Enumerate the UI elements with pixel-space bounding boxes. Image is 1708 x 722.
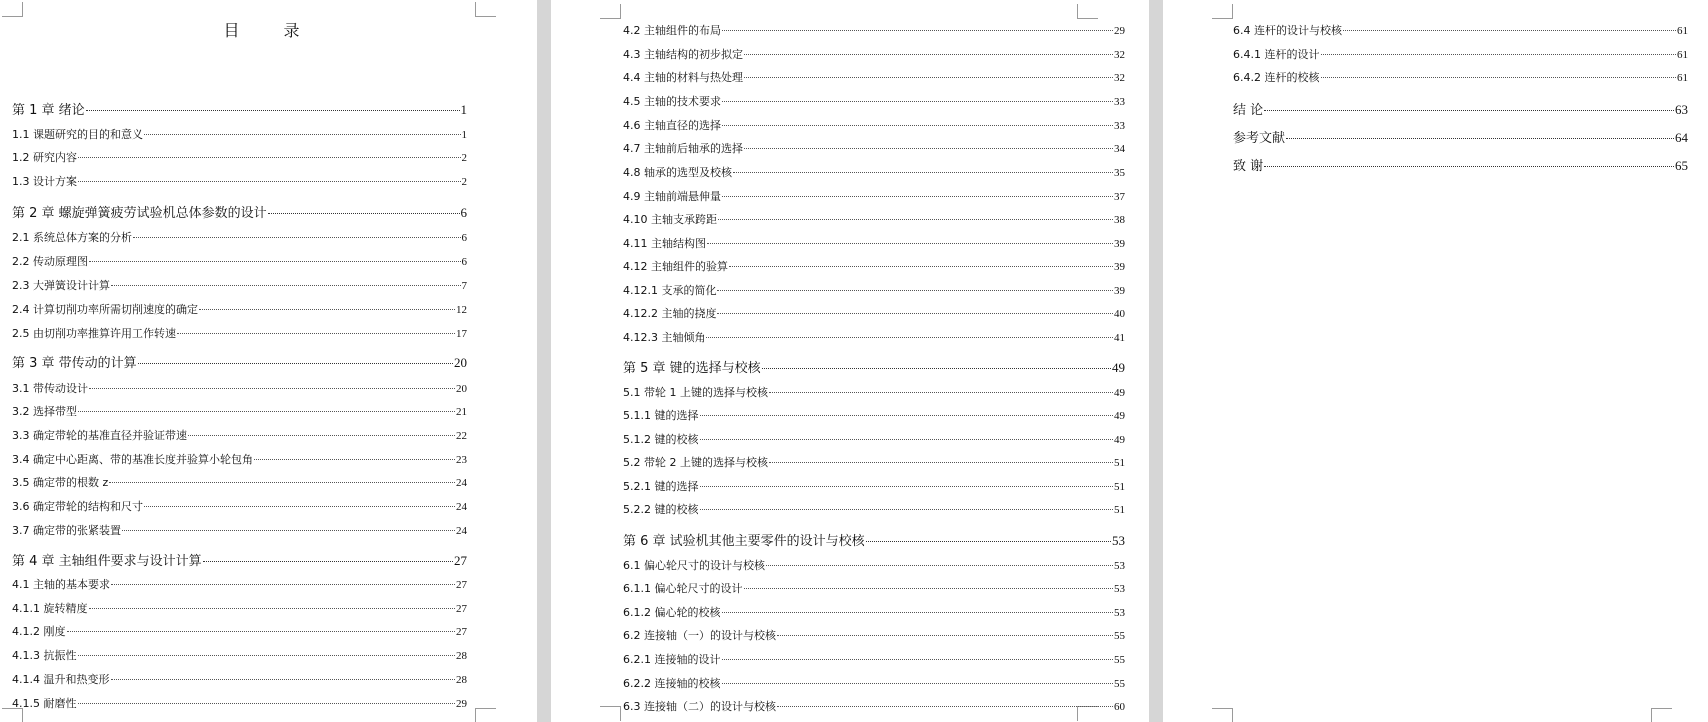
toc-entry[interactable]	[623, 653, 1125, 667]
toc-page-number: 29	[456, 698, 467, 710]
dot-leader	[78, 411, 455, 412]
toc-entry[interactable]	[623, 237, 1125, 251]
toc-entry-title: 4.12.3 主轴倾角	[623, 331, 706, 344]
toc-entry[interactable]	[1233, 48, 1688, 62]
toc-page-number: 28	[456, 650, 467, 662]
toc-page-number: 55	[1114, 678, 1125, 690]
toc-entry-title: 致 谢	[1233, 159, 1264, 174]
toc-entry-title: 1.3 设计方案	[12, 175, 77, 188]
toc-chapter-entry[interactable]	[12, 355, 467, 372]
dot-leader	[1286, 138, 1674, 139]
dot-leader	[86, 110, 460, 111]
toc-entry[interactable]	[12, 405, 467, 419]
toc-page-number: 49	[1114, 387, 1125, 399]
toc-entry-title: 4.5 主轴的技术要求	[623, 95, 721, 108]
dot-leader	[777, 635, 1113, 636]
toc-entry[interactable]	[623, 677, 1125, 691]
dot-leader	[762, 368, 1111, 369]
toc-entry-title: 3.5 确定带的根数 z	[12, 476, 109, 489]
toc-entry-title: 4.6 主轴直径的选择	[623, 119, 721, 132]
toc-entry-title: 3.1 带传动设计	[12, 382, 88, 395]
toc-page-number: 22	[456, 430, 467, 442]
toc-page-number: 6	[461, 256, 467, 268]
dot-leader	[89, 261, 461, 262]
toc-entry[interactable]	[623, 386, 1125, 400]
dot-leader	[1264, 166, 1674, 167]
dot-leader	[89, 608, 456, 609]
toc-entry[interactable]	[623, 48, 1125, 62]
toc-entry-title: 第 2 章 螺旋弹簧疲劳试验机总体参数的设计	[12, 206, 267, 221]
toc-entry-title: 6.2.1 连接轴的设计	[623, 653, 721, 666]
crop-mark	[600, 4, 621, 19]
dot-leader	[722, 683, 1114, 684]
toc-entry[interactable]	[623, 559, 1125, 573]
dot-leader	[700, 415, 1114, 416]
toc-page-number: 40	[1114, 308, 1125, 320]
toc-entry-title: 5.1.2 键的校核	[623, 433, 699, 446]
dot-leader	[1264, 110, 1674, 111]
toc-entry-title: 2.1 系统总体方案的分析	[12, 231, 132, 244]
dot-leader	[144, 506, 455, 507]
dot-leader	[700, 486, 1114, 487]
dot-leader	[254, 459, 455, 460]
dot-leader	[744, 588, 1114, 589]
toc-entry-title: 4.1.4 温升和热变形	[12, 673, 110, 686]
toc-entry[interactable]	[12, 602, 467, 616]
dot-leader	[199, 309, 455, 310]
toc-entry[interactable]	[1233, 71, 1688, 85]
toc-entry-title: 2.4 计算切削功率所需切削速度的确定	[12, 303, 198, 316]
dot-leader	[866, 541, 1111, 542]
toc-entry[interactable]	[12, 524, 467, 538]
dot-leader	[67, 631, 456, 632]
toc-entry-title: 4.1.1 旋转精度	[12, 602, 88, 615]
toc-entry[interactable]	[623, 582, 1125, 596]
dot-leader	[1321, 54, 1677, 55]
toc-entry-title: 2.2 传动原理图	[12, 255, 88, 268]
toc-entry-title: 5.2.1 键的选择	[623, 480, 699, 493]
page-gutter	[1149, 0, 1163, 722]
dot-leader	[78, 703, 456, 704]
toc-page-number: 51	[1114, 504, 1125, 516]
page-3	[1163, 0, 1708, 722]
toc-entry-title: 4.1.5 耐磨性	[12, 697, 77, 710]
dot-leader	[78, 181, 461, 182]
toc-page-number: 64	[1675, 130, 1688, 145]
toc-entry-title: 6.1.1 偏心轮尺寸的设计	[623, 582, 743, 595]
toc-entry[interactable]	[12, 128, 467, 142]
toc-page-number: 35	[1114, 167, 1125, 179]
toc-entry[interactable]	[623, 480, 1125, 494]
dot-leader	[1343, 30, 1676, 31]
toc-entry-title: 5.1.1 键的选择	[623, 409, 699, 422]
dot-leader	[111, 584, 455, 585]
toc-entry[interactable]	[623, 95, 1125, 109]
dot-leader	[188, 435, 455, 436]
dot-leader	[722, 125, 1113, 126]
toc-entry[interactable]	[12, 500, 467, 514]
toc-entry[interactable]	[623, 503, 1125, 517]
toc-page-number: 49	[1114, 410, 1125, 422]
toc-page-number: 55	[1114, 630, 1125, 642]
toc-entry[interactable]	[12, 649, 467, 663]
toc-page-number: 28	[456, 674, 467, 686]
toc-entry[interactable]	[12, 255, 467, 269]
toc-entry[interactable]	[12, 453, 467, 467]
toc-entry[interactable]	[1233, 24, 1688, 38]
crop-mark	[475, 708, 496, 722]
page-1	[0, 0, 537, 722]
dot-leader	[717, 290, 1113, 291]
dot-leader	[722, 612, 1114, 613]
toc-chapter-entry[interactable]	[1233, 158, 1688, 175]
toc-entry[interactable]	[12, 327, 467, 341]
toc-entry-title: 6.4.2 连杆的校核	[1233, 71, 1320, 84]
toc-page-number: 55	[1114, 654, 1125, 666]
toc-page-number: 33	[1114, 120, 1125, 132]
toc-entry[interactable]	[12, 151, 467, 165]
toc-page-number: 32	[1114, 72, 1125, 84]
toc-page-number: 41	[1114, 332, 1125, 344]
dot-leader	[111, 679, 456, 680]
dot-leader	[133, 237, 461, 238]
toc-page-number: 39	[1114, 238, 1125, 250]
toc-page-number: 33	[1114, 96, 1125, 108]
toc-entry-title: 5.2.2 键的校核	[623, 503, 699, 516]
dot-leader	[766, 565, 1113, 566]
toc-page-number: 1	[460, 102, 467, 117]
toc-page-number: 1	[461, 129, 467, 141]
toc-entry-title: 6.2 连接轴（一）的设计与校核	[623, 629, 776, 642]
toc-entry-title: 5.2 带轮 2 上键的选择与校核	[623, 456, 768, 469]
toc-entry-title: 4.2 主轴组件的布局	[623, 24, 721, 37]
toc-entry[interactable]	[623, 700, 1125, 714]
toc-entry[interactable]	[623, 142, 1125, 156]
toc-entry-title: 4.8 轴承的选型及校核	[623, 166, 732, 179]
dot-leader	[203, 561, 453, 562]
toc-page-number: 60	[1114, 701, 1125, 713]
toc-entry-title: 4.12.2 主轴的挠度	[623, 307, 717, 320]
toc-chapter-entry[interactable]	[12, 205, 467, 222]
dot-leader	[729, 266, 1113, 267]
toc-entry-title: 结 论	[1233, 103, 1264, 118]
toc-page-number: 7	[461, 280, 467, 292]
dot-leader	[268, 213, 460, 214]
toc-chapter-entry[interactable]	[12, 102, 467, 119]
toc-entry[interactable]	[12, 175, 467, 189]
dot-leader	[722, 101, 1113, 102]
toc-page-number: 37	[1114, 191, 1125, 203]
toc-entry[interactable]	[12, 625, 467, 639]
toc-entry[interactable]	[623, 260, 1125, 274]
toc-page-number: 38	[1114, 214, 1125, 226]
dot-leader	[744, 77, 1113, 78]
toc-entry[interactable]	[623, 213, 1125, 227]
toc-entry-title: 第 4 章 主轴组件要求与设计计算	[12, 554, 202, 569]
dot-leader	[706, 337, 1113, 338]
toc-page-number: 61	[1677, 25, 1688, 37]
toc-entry-title: 3.4 确定中心距离、带的基准长度并验算小轮包角	[12, 453, 253, 466]
dot-leader	[177, 333, 455, 334]
toc-entry[interactable]	[12, 697, 467, 711]
toc-entry[interactable]	[12, 382, 467, 396]
dot-leader	[144, 134, 461, 135]
dot-leader	[718, 219, 1113, 220]
crop-mark	[475, 2, 496, 17]
toc-entry-title: 1.2 研究内容	[12, 151, 77, 164]
toc-page-number: 51	[1114, 481, 1125, 493]
toc-entry-title: 5.1 带轮 1 上键的选择与校核	[623, 386, 768, 399]
toc-entry-title: 6.2.2 连接轴的校核	[623, 677, 721, 690]
toc-entry-title: 6.4 连杆的设计与校核	[1233, 24, 1342, 37]
dot-leader	[717, 313, 1113, 314]
toc-page-number: 53	[1114, 560, 1125, 572]
toc-entry[interactable]	[12, 476, 467, 490]
toc-entry[interactable]	[12, 673, 467, 687]
toc-entry-title: 4.1.2 刚度	[12, 625, 66, 638]
toc-page-number: 20	[454, 355, 467, 370]
toc-page-number: 12	[456, 304, 467, 316]
dot-leader	[122, 530, 455, 531]
toc-page-number: 2	[461, 176, 467, 188]
page-2	[551, 0, 1149, 722]
toc-page-number: 27	[456, 603, 467, 615]
dot-leader	[744, 54, 1113, 55]
toc-entry[interactable]	[623, 606, 1125, 620]
toc-page-number: 27	[456, 626, 467, 638]
toc-entry[interactable]	[623, 433, 1125, 447]
toc-entry[interactable]	[12, 578, 467, 592]
toc-page-number: 61	[1677, 49, 1688, 61]
toc-entry[interactable]	[12, 429, 467, 443]
toc-page-number: 49	[1112, 360, 1125, 375]
toc-entry-title: 6.1.2 偏心轮的校核	[623, 606, 721, 619]
toc-chapter-entry[interactable]	[623, 533, 1125, 550]
toc-entry-title: 4.1 主轴的基本要求	[12, 578, 110, 591]
toc-entry-title: 6.1 偏心轮尺寸的设计与校核	[623, 559, 765, 572]
toc-page-number: 27	[456, 579, 467, 591]
toc-page-number: 51	[1114, 457, 1125, 469]
toc-title: 目 录	[223, 21, 314, 40]
crop-mark	[1212, 708, 1233, 722]
dot-leader	[1321, 77, 1677, 78]
toc-page-number: 49	[1114, 434, 1125, 446]
toc-entry-title: 4.12 主轴组件的验算	[623, 260, 728, 273]
dot-leader	[700, 509, 1114, 510]
toc-entry-title: 4.7 主轴前后轴承的选择	[623, 142, 743, 155]
toc-page-number: 39	[1114, 285, 1125, 297]
toc-entry-title: 1.1 课题研究的目的和意义	[12, 128, 143, 141]
dot-leader	[733, 172, 1113, 173]
toc-page-number: 17	[456, 328, 467, 340]
toc-page-number: 6	[461, 232, 467, 244]
dot-leader	[744, 148, 1113, 149]
toc-entry-title: 4.3 主轴结构的初步拟定	[623, 48, 743, 61]
toc-entry-title: 4.11 主轴结构图	[623, 237, 706, 250]
toc-page-number: 2	[461, 152, 467, 164]
toc-entry[interactable]	[623, 409, 1125, 423]
toc-page-number: 27	[454, 553, 467, 568]
dot-leader	[722, 659, 1114, 660]
toc-page-number: 63	[1675, 102, 1688, 117]
toc-page-number: 24	[456, 525, 467, 537]
toc-entry-title: 第 1 章 绪论	[12, 103, 85, 118]
toc-page-number: 23	[456, 454, 467, 466]
dot-leader	[78, 655, 456, 656]
toc-entry-title: 6.4.1 连杆的设计	[1233, 48, 1320, 61]
dot-leader	[89, 388, 455, 389]
dot-leader	[707, 243, 1113, 244]
crop-mark	[1651, 708, 1672, 722]
toc-page-number: 53	[1112, 533, 1125, 548]
toc-entry[interactable]	[12, 303, 467, 317]
crop-mark	[600, 706, 621, 721]
toc-entry[interactable]	[623, 284, 1125, 298]
toc-entry[interactable]	[623, 331, 1125, 345]
crop-mark	[1212, 4, 1233, 19]
toc-entry[interactable]	[623, 24, 1125, 38]
dot-leader	[111, 285, 461, 286]
toc-entry-title: 第 5 章 键的选择与校核	[623, 361, 761, 376]
dot-leader	[700, 439, 1114, 440]
toc-entry-title: 4.4 主轴的材料与热处理	[623, 71, 743, 84]
toc-entry[interactable]	[623, 119, 1125, 133]
toc-entry-title: 4.9 主轴前端悬伸量	[623, 190, 721, 203]
toc-page-number: 39	[1114, 261, 1125, 273]
toc-page-number: 53	[1114, 607, 1125, 619]
toc-page-number: 32	[1114, 49, 1125, 61]
toc-entry-title: 第 6 章 试验机其他主要零件的设计与校核	[623, 534, 865, 549]
toc-entry-title: 参考文献	[1233, 131, 1286, 146]
toc-page-number: 24	[456, 501, 467, 513]
toc-entry-title: 2.5 由切削功率推算许用工作转速	[12, 327, 176, 340]
toc-entry-title: 3.3 确定带轮的基准直径并验证带速	[12, 429, 187, 442]
toc-entry[interactable]	[12, 279, 467, 293]
toc-chapter-entry[interactable]	[12, 553, 467, 570]
page-gutter	[537, 0, 551, 722]
toc-page-number: 21	[456, 406, 467, 418]
toc-chapter-entry[interactable]	[1233, 102, 1688, 119]
toc-entry-title: 3.6 确定带轮的结构和尺寸	[12, 500, 143, 513]
crop-mark	[1077, 4, 1098, 19]
toc-entry[interactable]	[623, 190, 1125, 204]
toc-entry-title: 2.3 大弹簧设计计算	[12, 279, 110, 292]
dot-leader	[722, 30, 1113, 31]
dot-leader	[109, 482, 455, 483]
dot-leader	[769, 392, 1113, 393]
crop-mark	[2, 2, 23, 17]
dot-leader	[777, 706, 1113, 707]
toc-entry[interactable]	[623, 166, 1125, 180]
toc-entry[interactable]	[623, 71, 1125, 85]
toc-entry-title: 3.2 选择带型	[12, 405, 77, 418]
toc-entry[interactable]	[623, 307, 1125, 321]
dot-leader	[138, 363, 453, 364]
toc-entry-title: 6.3 连接轴（二）的设计与校核	[623, 700, 776, 713]
toc-entry-title: 4.1.3 抗振性	[12, 649, 77, 662]
toc-entry-title: 第 3 章 带传动的计算	[12, 356, 137, 371]
toc-page-number: 6	[460, 205, 467, 220]
dot-leader	[78, 157, 461, 158]
toc-entry[interactable]	[623, 629, 1125, 643]
dot-leader	[722, 196, 1113, 197]
toc-entry[interactable]	[623, 456, 1125, 470]
toc-page-number: 34	[1114, 143, 1125, 155]
toc-entry-title: 4.10 主轴支承跨距	[623, 213, 717, 226]
toc-chapter-entry[interactable]	[1233, 130, 1688, 147]
toc-entry-title: 4.12.1 支承的简化	[623, 284, 717, 297]
toc-page-number: 20	[456, 383, 467, 395]
dot-leader	[769, 462, 1113, 463]
toc-entry-title: 3.7 确定带的张紧装置	[12, 524, 121, 537]
toc-entry[interactable]	[12, 231, 467, 245]
toc-page-number: 65	[1675, 158, 1688, 173]
toc-page-number: 53	[1114, 583, 1125, 595]
toc-page-number: 24	[456, 477, 467, 489]
toc-chapter-entry[interactable]	[623, 360, 1125, 377]
toc-page-number: 29	[1114, 25, 1125, 37]
toc-page-number: 61	[1677, 72, 1688, 84]
